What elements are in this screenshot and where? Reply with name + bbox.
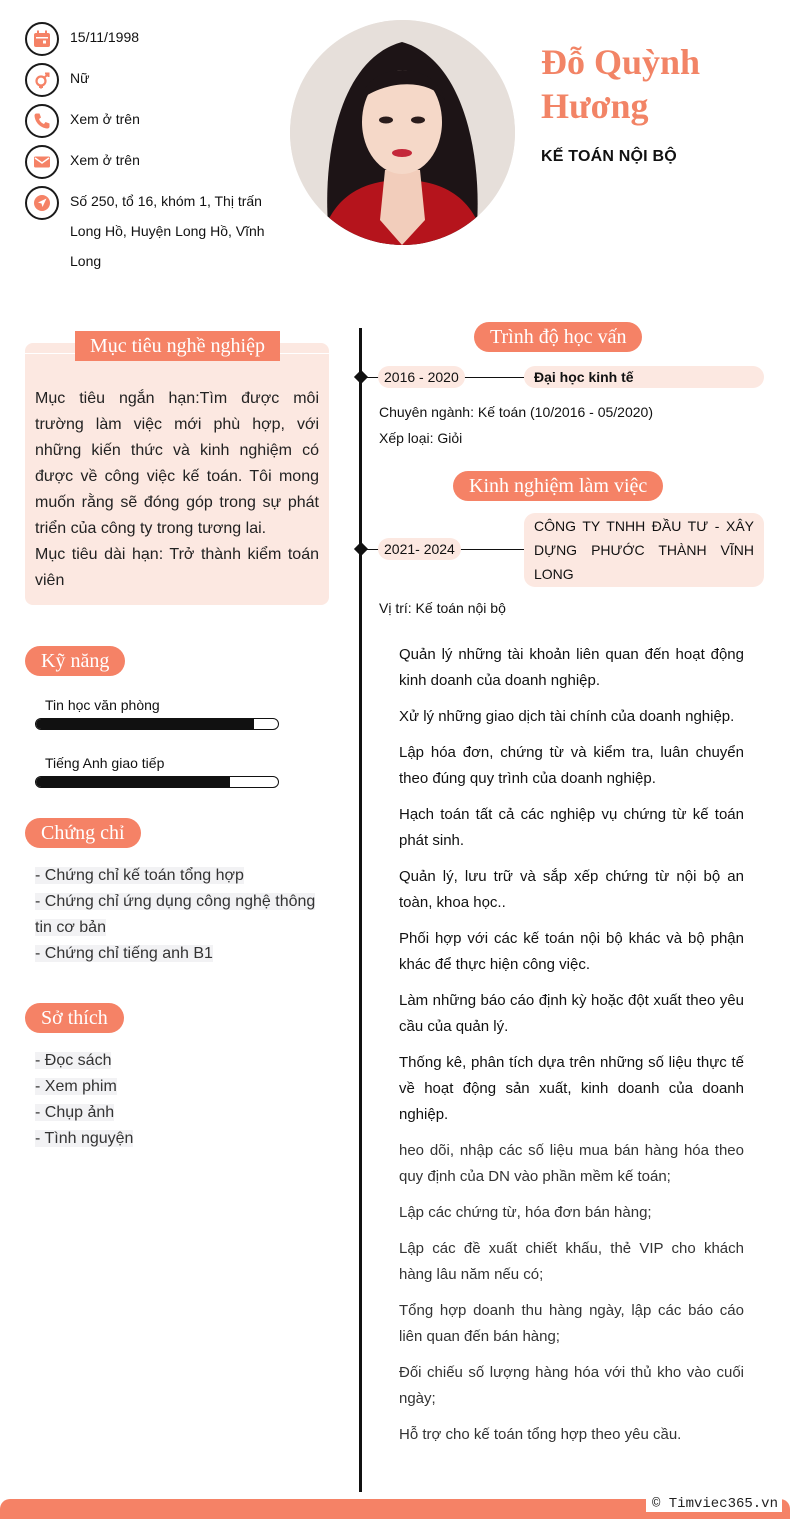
birthday-text: 15/11/1998 [70,29,140,45]
duty-item: Làm những báo cáo định kỳ hoặc đột xuất theo yêu cầu của quản lý. [399,992,744,1035]
duty-item: Hạch toán tất cả các nghiệp vụ chứng từ kế toán phát sinh. [399,806,744,849]
duty-item: Quản lý những tài khoản liên quan đến hoạt động kinh doanh của doanh nghiệp. [399,646,744,689]
hobbies-heading: Sở thích [25,1003,124,1033]
list-item: - Chứng chỉ ứng dụng công nghệ thông tin cơ bản [35,893,316,936]
skill-label-english: Tiếng Anh giao tiếp [45,755,165,771]
gender-text: Nữ [70,70,90,86]
email-text: Xem ở trên [70,152,140,168]
experience-heading: Kinh nghiệm làm việc [453,471,663,501]
experience-company: CÔNG TY TNHH ĐẦU TƯ - XÂY DỰNG PHƯỚC THÀNH VĨNH LONG [524,513,764,587]
candidate-name: Đỗ Quỳnh Hương [541,42,701,126]
duty-item: Tổng hợp doanh thu hàng ngày, lập các báo cáo liên quan đến bán hàng; [399,1302,744,1345]
address-text: Số 250, tổ 16, khóm 1, Thị trấn Long Hồ, Huyện Long Hồ, Vĩnh Long [70,193,265,269]
education-rank: Xếp loại: Giỏi [379,430,463,446]
education-major: Chuyên ngành: Kế toán (10/2016 - 05/2020) [379,404,653,420]
education-heading: Trình độ học vấn [474,322,642,352]
certificates-heading: Chứng chỉ [25,818,141,848]
list-item: - Chứng chỉ kế toán tổng hợp [35,867,244,884]
duty-item: Lập các chứng từ, hóa đơn bán hàng; [399,1204,652,1221]
duty-item: heo dõi, nhập các số liệu mua bán hàng hóa theo quy định của DN vào phần mềm kế toán; [399,1142,744,1185]
duty-item: Lập các đề xuất chiết khấu, thẻ VIP cho khách hàng lâu năm nếu có; [399,1240,744,1283]
skills-heading: Kỹ năng [25,646,125,676]
list-item: - Chứng chỉ tiếng anh B1 [35,945,213,962]
duty-item: Quản lý, lưu trữ và sắp xếp chứng từ nội bộ an toàn, khoa học.. [399,868,744,911]
objective-heading: Mục tiêu nghề nghiệp [75,331,280,361]
job-title: KẾ TOÁN NỘI BỘ [541,148,677,165]
hobbies-list [35,1048,325,1152]
list-item: - Xem phim [35,1078,117,1095]
mail-icon [25,145,59,179]
avatar [290,20,515,245]
objective-short-term: Mục tiêu ngắn hạn:Tìm được môi trường làm việc mới phù hợp, với những kiến thức và kinh nghiệm có được về công việc kế toán. Tôi mong muốn rằng sẽ đóng góp trong sự phát triển của công ty trong tương lai. [35,390,319,537]
gender-icon [25,63,59,97]
duty-item: Xử lý những giao dịch tài chính của doanh nghiệp. [399,708,735,725]
duty-item: Phối hợp với các kế toán nội bộ khác và bộ phận khác để thực hiện công việc. [399,930,744,973]
skill-bar-english [35,776,279,788]
phone-text: Xem ở trên [70,111,140,127]
duty-item: Lập hóa đơn, chứng từ và kiểm tra, luân chuyển theo đúng quy trình của doanh nghiệp. [399,744,744,787]
skill-fill [36,719,254,729]
education-period: 2016 - 2020 [378,366,465,388]
duty-item: Thống kê, phân tích dựa trên những số liệu thực tế về hoạt động sản xuất, kinh doanh của doanh nghiệp. [399,1054,744,1123]
duty-item: Hỗ trợ cho kế toán tổng hợp theo yêu cầu. [399,1426,682,1443]
experience-period: 2021- 2024 [378,538,461,560]
footer-credit[interactable]: © Timviec365.vn [646,1496,782,1512]
objective-long-term: Mục tiêu dài hạn: Trở thành kiểm toán viên [35,546,319,589]
list-item: - Tình nguyện [35,1130,134,1147]
experience-position: Vị trí: Kế toán nội bộ [379,600,506,616]
location-icon [25,186,59,220]
skill-bar-office [35,718,279,730]
phone-icon [25,104,59,138]
experience-duties [399,642,744,1458]
calendar-icon [25,22,59,56]
list-item: - Chụp ảnh [35,1104,115,1121]
skill-fill [36,777,230,787]
duty-item: Đối chiếu số lượng hàng hóa với thủ kho vào cuối ngày; [399,1364,744,1407]
objective-text [35,386,319,594]
certificates-list [35,863,325,967]
avatar-photo [290,20,515,245]
timeline-line [359,328,362,1492]
education-school: Đại học kinh tế [524,366,764,388]
list-item: - Đọc sách [35,1052,112,1069]
skill-label-office: Tin học văn phòng [45,697,160,713]
